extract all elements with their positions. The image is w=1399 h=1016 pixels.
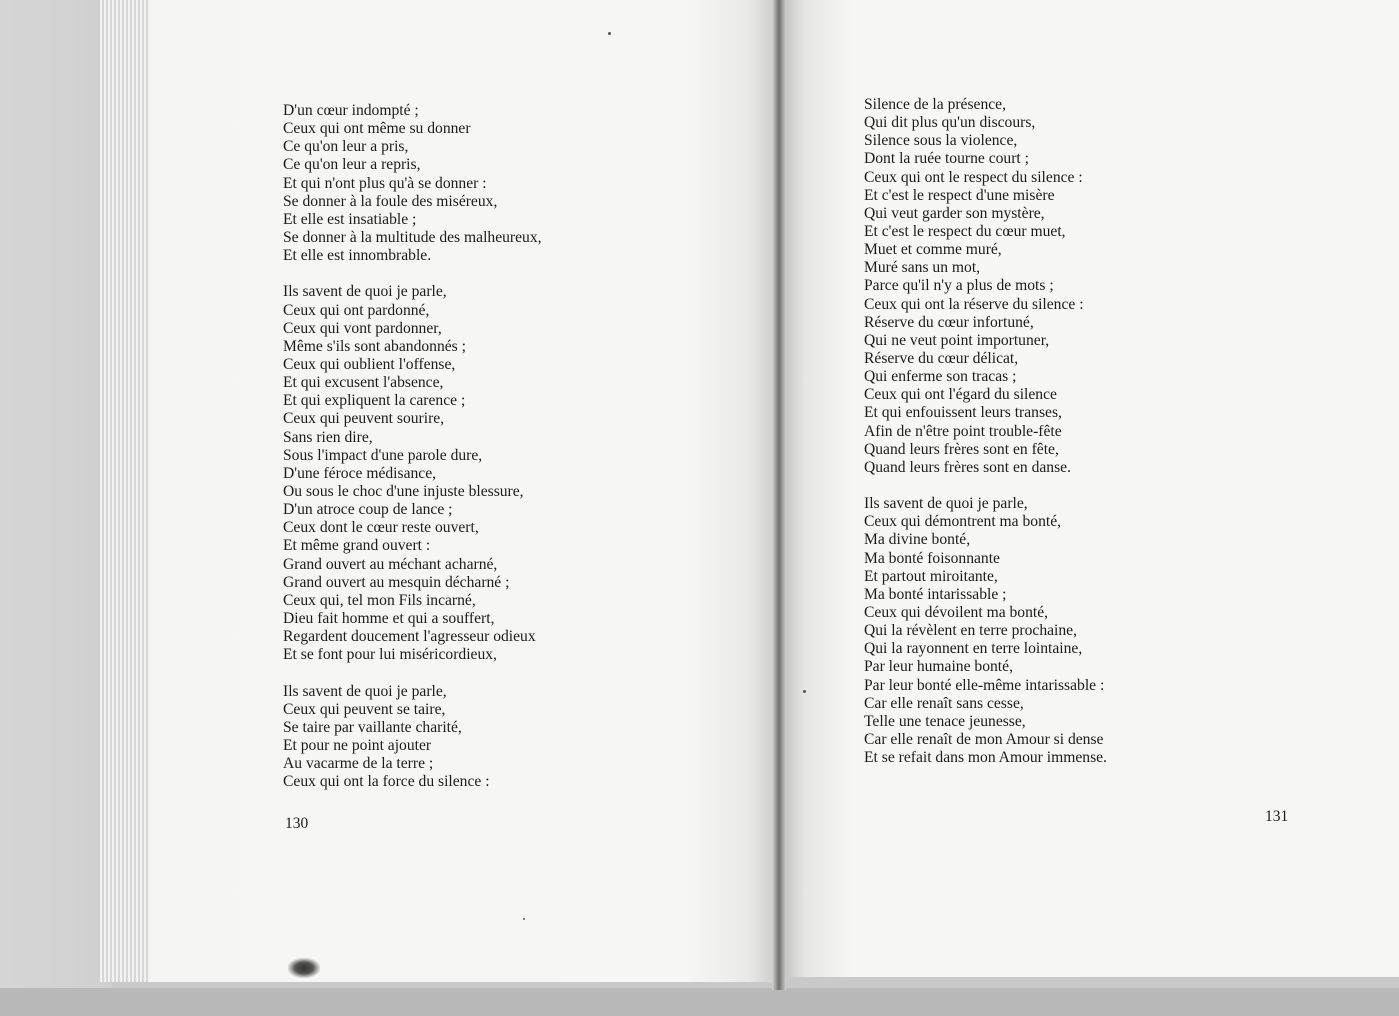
verse-line: Par leur humaine bonté, — [864, 658, 1013, 676]
verse-line: Ceux qui ont la réserve du silence : — [864, 295, 1084, 313]
verse-line: Silence sous la violence, — [864, 132, 1018, 150]
verse-line: Se donner à la foule des miséreux, — [283, 192, 498, 210]
verse-line: Et qui excusent l'absence, — [283, 374, 444, 392]
verse-line: Dont la ruée tourne court ; — [864, 150, 1029, 168]
speck — [803, 690, 806, 693]
verse-line: Se donner à la multitude des malheureux, — [283, 228, 542, 246]
book-gutter — [772, 0, 786, 990]
stanza-break — [864, 477, 1107, 495]
verse-line: Grand ouvert au méchant acharné, — [283, 555, 498, 573]
verse-line: Sans rien dire, — [283, 428, 373, 446]
verse-line: Ils savent de quoi je parle, — [283, 682, 447, 700]
verse-line: Et se font pour lui miséricordieux, — [283, 646, 497, 664]
stanza-break — [283, 265, 542, 283]
verse-line: Dieu fait homme et qui a souffert, — [283, 609, 495, 627]
verse-line: Silence de la présence, — [864, 96, 1007, 113]
verse-line: Ils savent de quoi je parle, — [864, 495, 1028, 513]
verse-line: Et c'est le respect du cœur muet, — [864, 222, 1066, 240]
verse-line: Se taire par vaillante charité, — [283, 718, 462, 736]
verse-line: Ceux qui oublient l'offense, — [283, 355, 456, 373]
verse-line: Ma bonté intarissable ; — [864, 585, 1007, 603]
verse-line: Et même grand ouvert : — [283, 537, 431, 555]
verse-line: Et pour ne point ajouter — [283, 736, 432, 754]
verse-line: Ceux qui démontrent ma bonté, — [864, 513, 1062, 531]
verse-line: Ce qu'on leur a pris, — [283, 138, 409, 156]
verse-line: Parce qu'il n'y a plus de mots ; — [864, 277, 1054, 295]
verse-line: Regardent doucement l'agresseur odieux — [283, 628, 536, 646]
scanner-backdrop-left — [0, 0, 112, 1016]
page-number-left: 130 — [285, 815, 309, 832]
verse-line: Ceux qui ont l'égard du silence — [864, 386, 1057, 404]
scanner-backdrop-bottom — [0, 988, 1399, 1016]
verse-line: Afin de n'être point trouble-fête — [864, 422, 1062, 440]
verse-line: Et qui n'ont plus qu'à se donner : — [283, 174, 487, 192]
verse-line: Ceux qui, tel mon Fils incarné, — [283, 591, 476, 609]
verse-line: Ma divine bonté, — [864, 531, 971, 549]
verse-line: Ceux qui peuvent se taire, — [283, 700, 446, 718]
verse-line: Et qui enfouissent leurs transes, — [864, 404, 1062, 422]
verse-line: Telle une tenace jeunesse, — [864, 712, 1026, 730]
verse-line: Et elle est innombrable. — [283, 247, 432, 265]
verse-line: Qui ne veut point importuner, — [864, 331, 1050, 349]
verse-line: Ma bonté foisonnante — [864, 549, 1000, 567]
verse-line: Réserve du cœur délicat, — [864, 349, 1019, 367]
verse-line: Ceux qui vont pardonner, — [283, 319, 442, 337]
verse-line: Qui la rayonnent en terre lointaine, — [864, 640, 1083, 658]
verse-line: Et se refait dans mon Amour immense. — [864, 749, 1107, 767]
page-number-right: 131 — [1265, 808, 1289, 825]
verse-line: Réserve du cœur infortuné, — [864, 313, 1034, 331]
verse-line: Et c'est le respect d'une misère — [864, 186, 1055, 204]
verse-line: Par leur bonté elle-même intarissable : — [864, 676, 1105, 694]
verse-line: D'un atroce coup de lance ; — [283, 501, 453, 519]
speck — [608, 32, 611, 35]
speck — [523, 918, 525, 920]
verse-line: Au vacarme de la terre ; — [283, 755, 434, 773]
ink-smudge — [288, 958, 320, 978]
verse-line: Même s'ils sont abandonnés ; — [283, 337, 466, 355]
verse-line: Ils savent de quoi je parle, — [283, 283, 447, 301]
verse-line: Muré sans un mot, — [864, 259, 981, 277]
verse-line: Ce qu'on leur a repris, — [283, 156, 421, 174]
verse-line: Et partout miroitante, — [864, 567, 998, 585]
verse-line: Sous l'impact d'une parole dure, — [283, 446, 483, 464]
verse-line: Ou sous le choc d'une injuste blessure, — [283, 482, 524, 500]
verse-line: Et qui expliquent la carence ; — [283, 392, 466, 410]
verse-line: Qui la révèlent en terre prochaine, — [864, 622, 1078, 640]
verse-line: D'une féroce médisance, — [283, 464, 437, 482]
verse-line: Qui enferme son tracas ; — [864, 368, 1017, 386]
verse-line: Qui veut garder son mystère, — [864, 204, 1045, 222]
verse-line: Car elle renaît de mon Amour si dense — [864, 730, 1104, 748]
verse-line: Car elle renaît sans cesse, — [864, 694, 1024, 712]
verse-line: Et elle est insatiable ; — [283, 210, 417, 228]
verse-line: Ceux qui ont le respect du silence : — [864, 168, 1083, 186]
verse-line: Qui dit plus qu'un discours, — [864, 114, 1036, 132]
verse-line: Ceux qui ont la force du silence : — [283, 773, 490, 791]
right-page-verse — [864, 96, 1107, 767]
verse-line: Muet et comme muré, — [864, 241, 1002, 259]
verse-line: Quand leurs frères sont en danse. — [864, 458, 1071, 476]
verse-line: Ceux qui dévoilent ma bonté, — [864, 603, 1049, 621]
left-page-verse — [283, 102, 542, 791]
verse-line: Quand leurs frères sont en fête, — [864, 440, 1059, 458]
verse-line: Ceux dont le cœur reste ouvert, — [283, 519, 479, 537]
verse-line: D'un cœur indompté ; — [283, 102, 419, 119]
verse-line: Ceux qui ont même su donner — [283, 120, 471, 138]
stanza-break — [283, 664, 542, 682]
verse-line: Ceux qui ont pardonné, — [283, 301, 430, 319]
verse-line: Ceux qui peuvent sourire, — [283, 410, 445, 428]
verse-line: Grand ouvert au mesquin décharné ; — [283, 573, 510, 591]
